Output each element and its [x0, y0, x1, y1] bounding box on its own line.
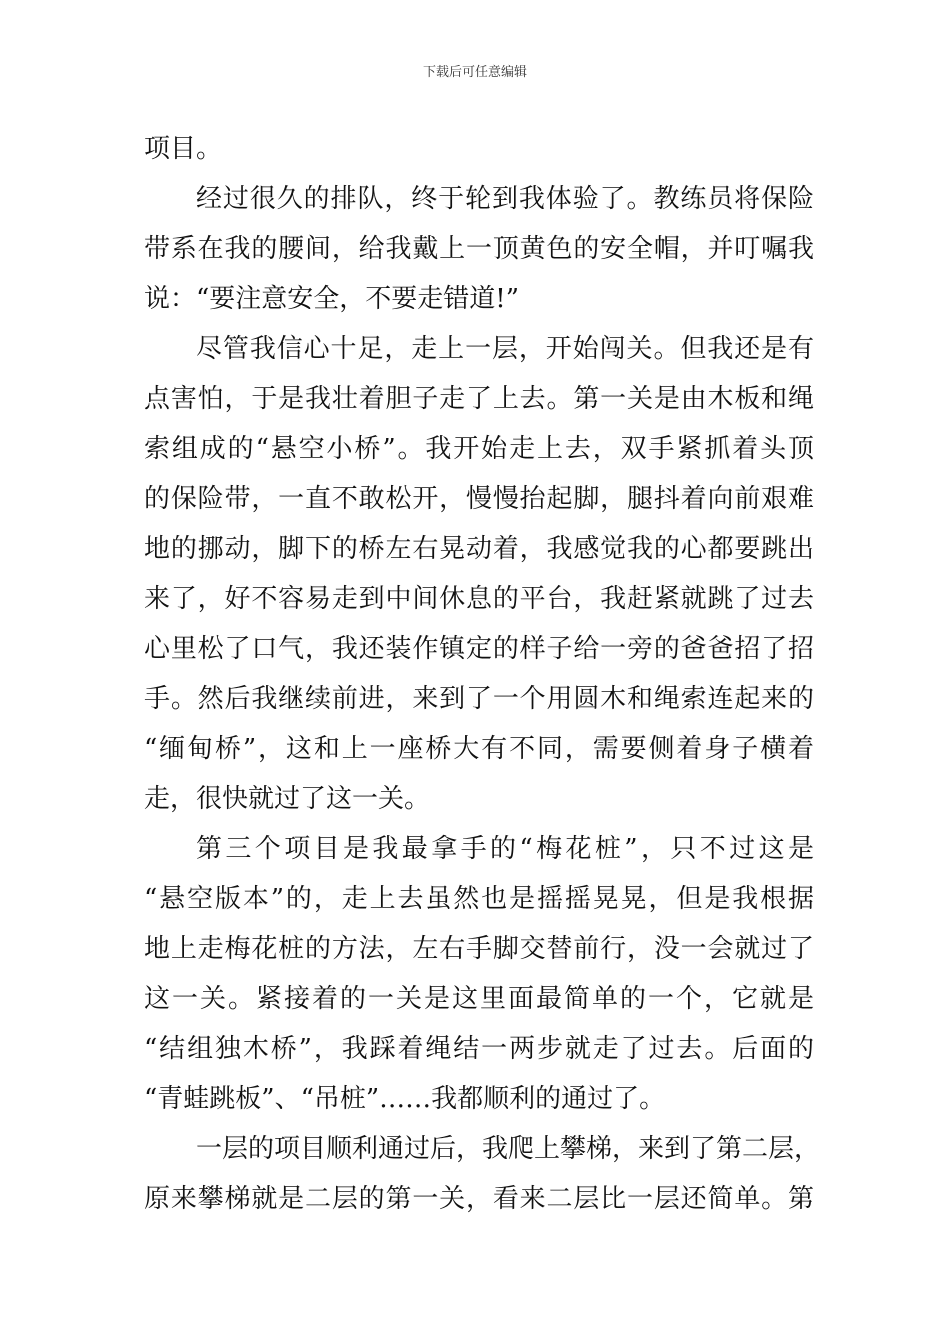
- text-line: 项目。: [144, 134, 223, 164]
- text-line: “悬空版本”的，走上去虽然也是摇摇晃晃，但是我根据: [144, 884, 814, 914]
- text-line: 索组成的“悬空小桥”。我开始走上去，双手紧抓着头顶: [144, 434, 814, 464]
- document-body: [144, 124, 821, 1224]
- text-line: “缅甸桥”，这和上一座桥大有不同，需要侧着身子横着: [144, 734, 814, 764]
- text-line: 经过很久的排队，终于轮到我体验了。教练员将保险: [196, 184, 814, 214]
- text-line: 原来攀梯就是二层的第一关，看来二层比一层还简单。第: [144, 1184, 814, 1214]
- text-line: 尽管我信心十足，走上一层，开始闯关。但我还是有: [196, 334, 814, 364]
- text-line: 地上走梅花桩的方法，左右手脚交替前行，没一会就过了: [144, 934, 814, 964]
- text-line: 心里松了口气，我还装作镇定的样子给一旁的爸爸招了招: [144, 634, 814, 664]
- page-header-note: 下载后可任意编辑: [422, 65, 527, 80]
- text-line: 一层的项目顺利通过后，我爬上攀梯，来到了第二层，: [196, 1134, 821, 1164]
- text-line: 的保险带，一直不敢松开，慢慢抬起脚，腿抖着向前艰难: [144, 484, 814, 514]
- text-line: 带系在我的腰间，给我戴上一顶黄色的安全帽，并叮嘱我: [144, 234, 814, 264]
- text-line: “结组独木桥”，我踩着绳结一两步就走了过去。后面的: [144, 1034, 814, 1064]
- text-line: 走，很快就过了这一关。: [144, 784, 431, 814]
- text-line: 第三个项目是我最拿手的“梅花桩”，只不过这是: [196, 834, 814, 864]
- text-line: 这一关。紧接着的一关是这里面最简单的一个，它就是: [144, 984, 814, 1014]
- text-line: 手。然后我继续前进，来到了一个用圆木和绳索连起来的: [144, 684, 814, 714]
- text-line: 说：“要注意安全，不要走错道!”: [144, 284, 520, 314]
- text-line: 点害怕，于是我壮着胆子走了上去。第一关是由木板和绳: [144, 384, 814, 414]
- text-line: “青蛙跳板”、“吊桩”……我都顺利的通过了。: [144, 1084, 666, 1114]
- text-line: 地的挪动，脚下的桥左右晃动着，我感觉我的心都要跳出: [144, 534, 814, 564]
- text-line: 来了，好不容易走到中间休息的平台，我赶紧就跳了过去: [144, 584, 814, 614]
